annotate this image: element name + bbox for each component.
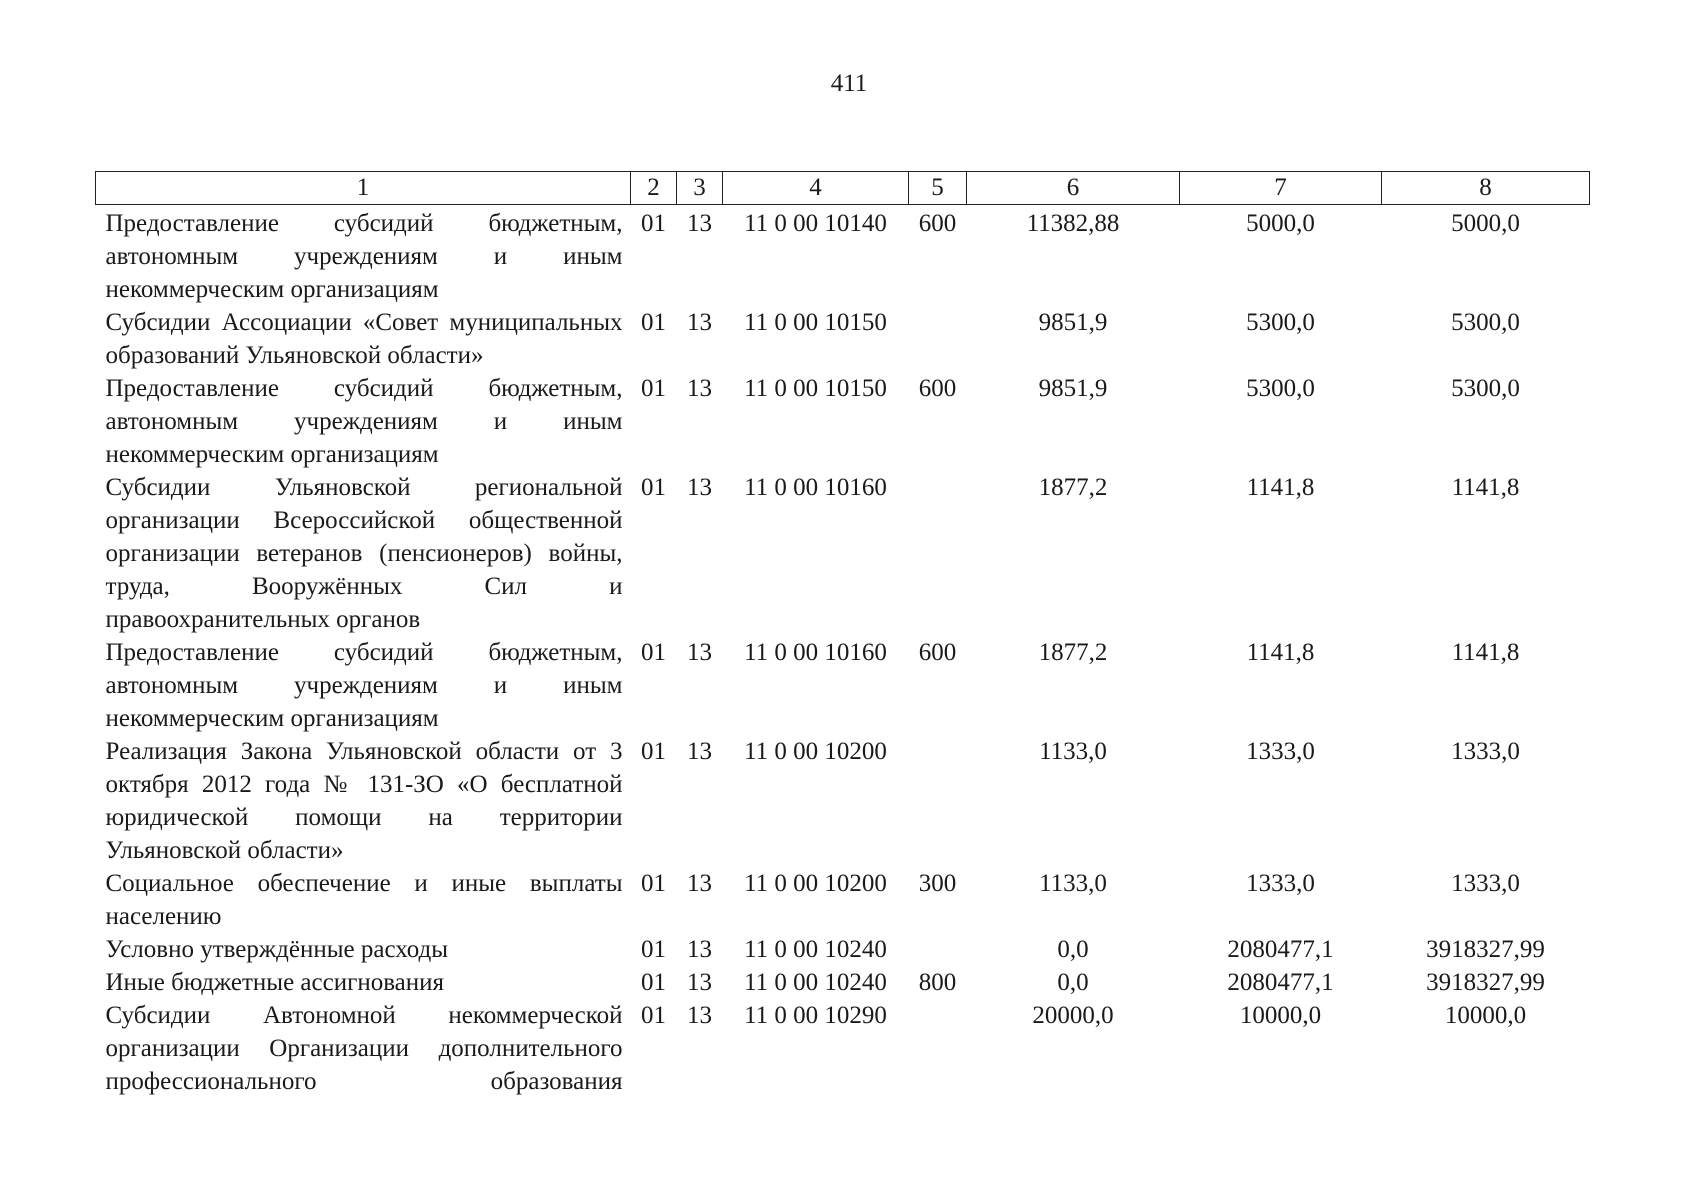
subsection-code: 13 [687, 210, 712, 237]
amount-col6: 9851,9 [1038, 375, 1108, 402]
amount-col7: 2080477,1 [1227, 969, 1334, 996]
section-code: 01 [641, 738, 666, 765]
amount-col8: 1141,8 [1451, 474, 1520, 501]
section-code: 01 [641, 870, 666, 897]
expense-type-code: 600 [918, 375, 957, 402]
amount-col8: 3918327,99 [1426, 936, 1545, 963]
amount-col6: 0,0 [1057, 969, 1089, 996]
expense-type-code [909, 735, 967, 867]
row-name: Субсидии Ульяновской региональной организации Всероссийской общественной организации ветеранов (пенсионеров) войны, труда, Вооружённых Сил и правоохранительных органов [105, 474, 623, 633]
column-header: 2 [631, 172, 677, 205]
expense-type-code [909, 933, 967, 966]
target-article-code: 11 0 00 10200 [744, 738, 887, 765]
amount-col7: 1141,8 [1246, 639, 1315, 666]
expense-type-code [909, 471, 967, 636]
amount-col6: 0,0 [1057, 936, 1089, 963]
target-article-code: 11 0 00 10160 [744, 639, 887, 666]
expense-type-code [909, 306, 967, 372]
subsection-code: 13 [687, 474, 712, 501]
amount-col8: 1141,8 [1451, 639, 1520, 666]
amount-col6: 20000,0 [1032, 1002, 1114, 1029]
expense-type-code: 300 [918, 870, 957, 897]
amount-col8: 3918327,99 [1426, 969, 1545, 996]
subsection-code: 13 [687, 375, 712, 402]
table-row [96, 306, 1590, 372]
table-row [96, 999, 1590, 1098]
expense-type-code: 800 [918, 969, 957, 996]
amount-col7: 5300,0 [1246, 375, 1315, 402]
table-row [96, 933, 1590, 966]
row-name: Субсидии Ассоциации «Совет муниципальных образований Ульяновской области» [105, 309, 623, 369]
subsection-code: 13 [687, 936, 712, 963]
amount-col8: 5000,0 [1451, 210, 1520, 237]
amount-col8: 5300,0 [1451, 375, 1520, 402]
subsection-code: 13 [687, 870, 712, 897]
expense-type-code: 600 [918, 210, 957, 237]
section-code: 01 [641, 375, 666, 402]
table-row [96, 636, 1590, 735]
amount-col8: 1333,0 [1451, 870, 1520, 897]
amount-col7: 1141,8 [1246, 474, 1315, 501]
amount-col7: 1333,0 [1246, 738, 1315, 765]
amount-col7: 10000,0 [1239, 1002, 1322, 1029]
target-article-code: 11 0 00 10240 [744, 969, 887, 996]
subsection-code: 13 [687, 639, 712, 666]
amount-col8: 10000,0 [1444, 1002, 1527, 1029]
target-article-code: 11 0 00 10160 [744, 474, 887, 501]
section-code: 01 [641, 210, 666, 237]
column-header: 3 [677, 172, 723, 205]
section-code: 01 [641, 474, 666, 501]
row-name: Условно утверждённые расходы [105, 936, 449, 963]
amount-col7: 2080477,1 [1227, 936, 1334, 963]
subsection-code: 13 [687, 1002, 712, 1029]
section-code: 01 [641, 1002, 666, 1029]
column-header: 7 [1180, 172, 1382, 205]
subsection-code: 13 [687, 969, 712, 996]
section-code: 01 [641, 969, 666, 996]
target-article-code: 11 0 00 10150 [744, 309, 887, 336]
target-article-code: 11 0 00 10150 [744, 375, 887, 402]
subsection-code: 13 [687, 309, 712, 336]
row-name: Реализация Закона Ульяновской области от 3 октября 2012 года № 131-ЗО «О бесплатной юридической помощи на территории Ульяновской области» [105, 738, 623, 864]
section-code: 01 [641, 936, 666, 963]
target-article-code: 11 0 00 10200 [744, 870, 887, 897]
column-header: 1 [96, 172, 631, 205]
amount-col7: 5000,0 [1246, 210, 1315, 237]
table-row [96, 735, 1590, 867]
row-name: Предоставление субсидий бюджетным, автономным учреждениям и иным некоммерческим организациям [105, 210, 623, 303]
table-header [96, 172, 1590, 205]
target-article-code: 11 0 00 10140 [744, 210, 887, 237]
header-row [96, 172, 1590, 205]
column-header: 8 [1382, 172, 1590, 205]
row-name: Социальное обеспечение и иные выплаты населению [105, 870, 623, 930]
amount-col6: 1133,0 [1039, 738, 1107, 765]
table-row [96, 966, 1590, 999]
expense-type-code [909, 999, 967, 1098]
amount-col6: 1877,2 [1038, 639, 1108, 666]
table-row [96, 205, 1590, 307]
table-row [96, 471, 1590, 636]
expense-type-code: 600 [918, 639, 957, 666]
column-header: 4 [723, 172, 909, 205]
amount-col6: 1133,0 [1039, 870, 1107, 897]
section-code: 01 [641, 309, 666, 336]
page-number: 411 [830, 70, 868, 97]
amount-col8: 1333,0 [1451, 738, 1520, 765]
target-article-code: 11 0 00 10240 [744, 936, 887, 963]
table-body [96, 205, 1590, 1099]
column-header: 5 [909, 172, 967, 205]
table-row [96, 372, 1590, 471]
row-name: Предоставление субсидий бюджетным, автономным учреждениям и иным некоммерческим организациям [105, 639, 623, 732]
amount-col6: 11382,88 [1026, 210, 1120, 237]
target-article-code: 11 0 00 10290 [744, 1002, 887, 1029]
section-code: 01 [641, 639, 666, 666]
row-name: Предоставление субсидий бюджетным, автономным учреждениям и иным некоммерческим организациям [105, 375, 623, 468]
row-name: Иные бюджетные ассигнования [105, 969, 445, 996]
amount-col6: 9851,9 [1038, 309, 1108, 336]
table-row [96, 867, 1590, 933]
amount-col6: 1877,2 [1038, 474, 1108, 501]
amount-col8: 5300,0 [1451, 309, 1520, 336]
subsection-code: 13 [687, 738, 712, 765]
row-name: Субсидии Автономной некоммерческой организации Организации дополнительного профессионального образования [105, 1002, 623, 1095]
budget-table [95, 171, 1590, 1098]
column-header: 6 [967, 172, 1180, 205]
amount-col7: 5300,0 [1246, 309, 1315, 336]
amount-col7: 1333,0 [1246, 870, 1315, 897]
